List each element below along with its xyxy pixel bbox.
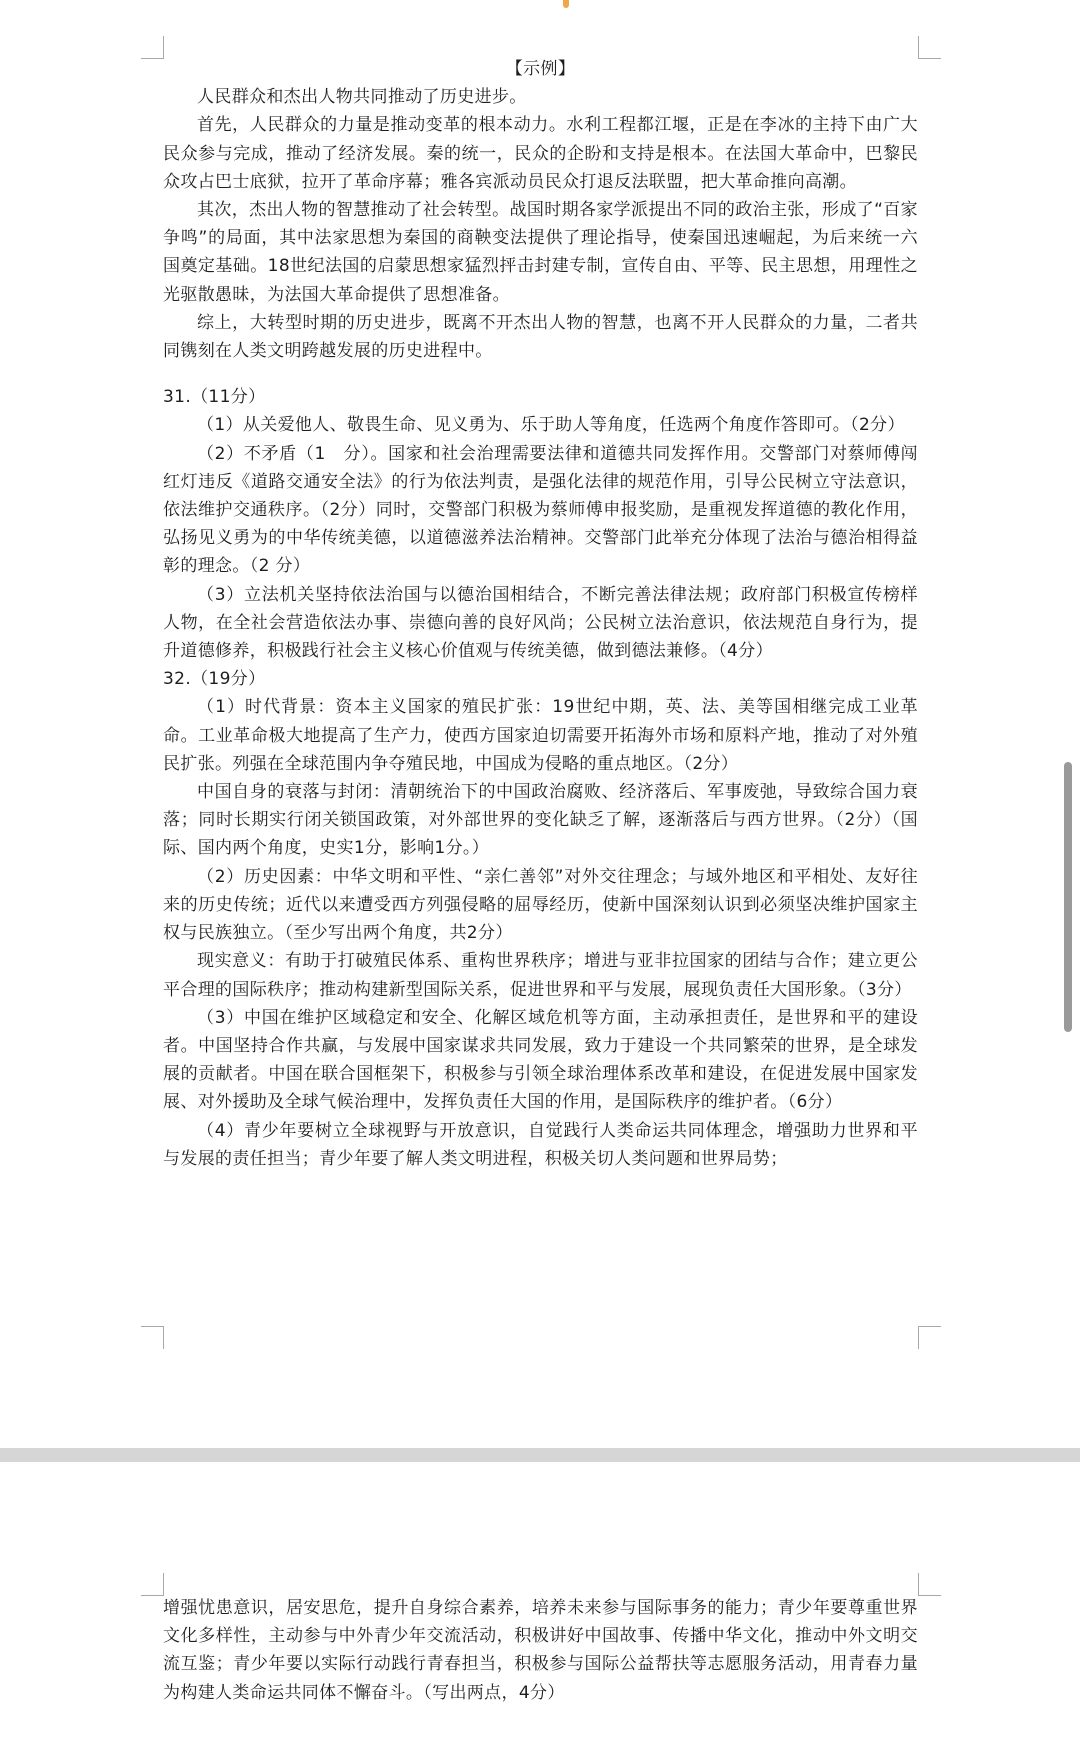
document-page-2 (0, 1462, 1080, 1764)
margin-mark-bottom-left (141, 1326, 164, 1349)
margin-mark-top-right (918, 1573, 941, 1596)
paragraph-spacer (163, 365, 918, 383)
margin-mark-top-left (141, 36, 164, 59)
essay-paragraph: 首先，人民群众的力量是推动变革的根本动力。水利工程都江堰，正是在李冰的主持下由广大民众参与完成，推动了经济发展。秦的统一，民众的企盼和支持是根本。在法国大革命中，巴黎民众攻占巴士底狱，拉开了革命序幕；雅各宾派动员民众打退反法联盟，把大革命推向高潮。 (163, 115, 918, 192)
essay-paragraph: 其次，杰出人物的智慧推动了社会转型。战国时期各家学派提出不同的政治主张，形成了“百家争鸣”的局面，其中法家思想为秦国的商鞅变法提供了理论指导，使秦国迅速崛起，为后来统一六国奠定基础。18世纪法国的启蒙思想家猛烈抨击封建专制，宣传自由、平等、民主思想，用理性之光驱散愚昧，为法国大革命提供了思想准备。 (163, 200, 918, 305)
question-31-answer: （1）从关爱他人、敬畏生命、见义勇为、乐于助人等角度，任选两个角度作答即可。（2分） (197, 415, 905, 436)
question-32-answer: 现实意义：有助于打破殖民体系、重构世界秩序；增进与亚非拉国家的团结与合作；建立更公平合理的国际秩序；推动构建新型国际关系，促进世界和平与发展，展现负责任大国形象。（3分） (163, 951, 918, 1000)
question-32-answer-continued: 增强忧患意识，居安思危，提升自身综合素养，培养未来参与国际事务的能力；青少年要尊重世界文化多样性，主动参与中外青少年交流活动，积极讲好中国故事、传播中华文化，推动中外文明交流互鉴；青少年要以实际行动践行青春担当，积极参与国际公益帮扶等志愿服务活动，用青春力量为构建人类命运共同体不懈奋斗。（写出两点，4分） (163, 1598, 918, 1703)
margin-mark-bottom-right (918, 1326, 941, 1349)
page-2-body (163, 1594, 918, 1707)
question-32-answer: 中国自身的衰落与封闭：清朝统治下的中国政治腐败、经济落后、军事废弛，导致综合国力衰落；同时长期实行闭关锁国政策，对外部世界的变化缺乏了解，逐渐落后与西方世界。（2分）（国际、国内两个角度，史实1分，影响1分。） (163, 782, 918, 859)
question-32-header: 32.（19分） (163, 669, 266, 690)
margin-mark-top-right (918, 36, 941, 59)
question-31-answer: （2）不矛盾（1 分）。国家和社会治理需要法律和道德共同发挥作用。交警部门对蔡师傅闯红灯违反《道路交通安全法》的行为依法判责，是强化法律的规范作用，引导公民树立守法意识，依法维护交通秩序。（2分）同时，交警部门积极为蔡师傅申报奖励，是重视发挥道德的教化作用，弘扬见义勇为的中华传统美德，以道德滋养法治精神。交警部门此举充分体现了法治与德治相得益彰的理念。（2 分） (163, 443, 918, 577)
vertical-scrollbar[interactable] (1064, 762, 1072, 1032)
question-32-answer: （4）青少年要树立全球视野与开放意识，自觉践行人类命运共同体理念，增强助力世界和平与发展的责任担当；青少年要了解人类文明进程，积极关切人类问题和世界局势； (163, 1120, 918, 1169)
top-edge-marker (563, 0, 569, 8)
question-31-header: 31.（11分） (163, 387, 266, 408)
essay-paragraph: 综上，大转型时期的历史进步，既离不开杰出人物的智慧，也离不开人民群众的力量，二者共同镌刻在人类文明跨越发展的历史进程中。 (163, 312, 918, 362)
question-32-answer: （1）时代背景：资本主义国家的殖民扩张：19世纪中期，英、法、美等国相继完成工业革命。工业革命极大地提高了生产力，使西方国家迫切需要开拓海外市场和原料产地，推动了对外殖民扩张。列强在全球范围内争夺殖民地，中国成为侵略的重点地区。（2分） (163, 697, 918, 774)
page-1-body (163, 55, 918, 1173)
essay-paragraph: 人民群众和杰出人物共同推动了历史进步。 (197, 87, 527, 108)
page-separator (0, 1448, 1080, 1462)
question-32-answer: （2）历史因素：中华文明和平性、“亲仁善邻”对外交往理念；与域外地区和平相处、友好往来的历史传统；近代以来遭受西方列强侵略的屈辱经历，使新中国深刻认识到必须坚决维护国家主权与民族独立。（至少写出两个角度，共2分） (163, 866, 918, 944)
margin-mark-top-left (141, 1573, 164, 1596)
question-31-answer: （3）立法机关坚持依法治国与以德治国相结合，不断完善法律法规；政府部门积极宣传榜样人物，在全社会营造依法办事、崇德向善的良好风尚；公民树立法治意识，依法规范自身行为，提升道德修养，积极践行社会主义核心价值观与传统美德，做到德法兼修。（4分） (163, 584, 918, 662)
example-title: 【示例】 (505, 59, 576, 79)
question-32-answer: （3）中国在维护区域稳定和安全、化解区域危机等方面，主动承担责任，是世界和平的建设者。中国坚持合作共赢，与发展中国家谋求共同发展，致力于建设一个共同繁荣的世界，是全球发展的贡献者。中国在联合国框架下，积极参与引领全球治理体系改革和建设，在促进发展中国家发展、对外援助及全球气候治理中，发挥负责任大国的作用，是国际秩序的维护者。（6分） (163, 1007, 918, 1113)
